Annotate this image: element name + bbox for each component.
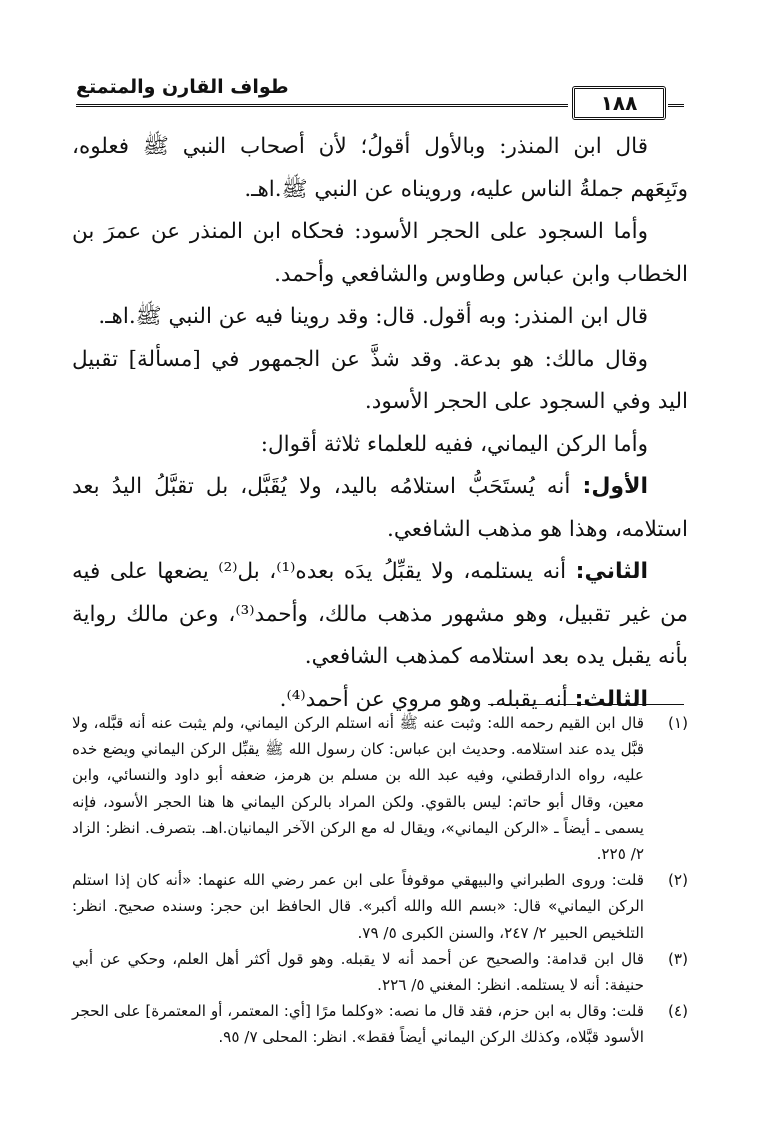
header-rule: [76, 104, 568, 107]
footnote: (٣) قال ابن قدامة: والصحيح عن أحمد أنه لا يقبله. وهو قول أكثر أهل العلم، وحكي عن أبي حنيفة: أنه لا يستلمه. انظر: المغني ٥/ ٢٢٦.: [72, 946, 688, 998]
running-title: طواف القارن والمتمتع: [76, 76, 289, 98]
paragraph: وأما الركن اليماني، ففيه للعلماء ثلاثة أقوال:: [260, 431, 648, 457]
paragraph-lead: الثالث:: [574, 686, 648, 712]
footnotes: [72, 710, 688, 1051]
footnote: (٢) قلت: وروى الطبراني والبيهقي موقوفاً على ابن عمر رضي الله عنهما: «أنه كان إذا استلم الركن اليماني» قال: «بسم الله والله أكبر». قال الحافظ ابن حجر: وسنده صحيح. انظر: التلخيص الحبير ٢/ ٢٤٧، والسنن الكبرى ٥/ ٧٩.: [72, 867, 688, 946]
footnote-separator: [488, 704, 684, 705]
paragraph: الثالث: أنه يقبله. وهو مروي عن أحمد⁽⁴⁾.: [279, 686, 648, 712]
running-header: [76, 72, 684, 120]
footnote-number: (١): [667, 714, 688, 732]
paragraph: قال ابن المنذر: وبه أقول. قال: وقد روينا فيه عن النبي ﷺ.اهـ.: [98, 304, 648, 329]
footnote-number: (٤): [667, 1002, 688, 1021]
header-rule-end: [668, 104, 684, 107]
footnote-number: (٢): [667, 871, 688, 890]
page-number: ١٨٨: [572, 86, 666, 120]
paragraph-lead: الأول:: [582, 474, 648, 499]
paragraph: قال ابن المنذر: وبالأول أقولُ؛ لأن أصحاب النبي ﷺ فعلوه، وتَبِعَهم جملةُ الناس عليه، ورويناه عن النبي ﷺ.اهـ.: [72, 134, 688, 202]
footnote: (٤) قلت: وقال به ابن حزم، فقد قال ما نصه: «وكلما مرًا [أي: المعتمر، أو المعتمرة] على الحجر الأسود قبَّلاه، وكذلك الركن اليماني أيضاً فقط». انظر: المحلى ٧/ ٩٥.: [72, 998, 688, 1050]
paragraph: الثاني: أنه يستلمه، ولا يقبِّلُ يدَه بعده⁽¹⁾، بل⁽²⁾ يضعها على فيه من غير تقبيل، وهو مشهور مذهب مالك، وأحمد⁽³⁾، وعن مالك رواية بأنه يقبل يده بعد استلامه كمذهب الشافعي.: [72, 559, 688, 669]
paragraph: الأول: أنه يُستَحَبُّ استلامُه باليد، ولا يُقَبَّل، بل تقبَّلُ اليدُ بعد استلامه، وهذا هو مذهب الشافعي.: [72, 474, 688, 542]
paragraph-lead: الثاني:: [575, 559, 648, 584]
main-text: [72, 126, 688, 721]
footnote: (١) قال ابن القيم رحمه الله: وثبت عنه ﷺ أنه استلم الركن اليماني، ولم يثبت عنه أنه قبَّله، ولا قبَّل يده عند استلامه. وحديث ابن عباس: كان رسول الله ﷺ يقبِّل الركن اليماني ويضع خده عليه، رواه الدارقطني، وفيه عبد الله بن مسلم بن هرمز، ضعفه أبو داود والنسائي، وابن معين، وقال أبو حاتم: ليس بالقوي. ولكن المراد بالركن اليماني ها هنا الحجر الأسود، فإنه يسمى ـ أيضاً ـ «الركن اليماني»، ويقال له مع الركن الآخر اليمانيان.اهـ. بتصرف. انظر: الزاد ٢/ ٢٢٥.: [72, 710, 688, 867]
paragraph: وقال مالك: هو بدعة. وقد شذَّ عن الجمهور في [مسألة] تقبيل اليد وفي السجود على الحجر الأسود.: [72, 346, 688, 414]
paragraph: وأما السجود على الحجر الأسود: فحكاه ابن المنذر عن عمرَ بن الخطاب وابن عباس وطاوس والشافعي وأحمد.: [72, 219, 688, 287]
footnote-number: (٣): [667, 949, 688, 968]
